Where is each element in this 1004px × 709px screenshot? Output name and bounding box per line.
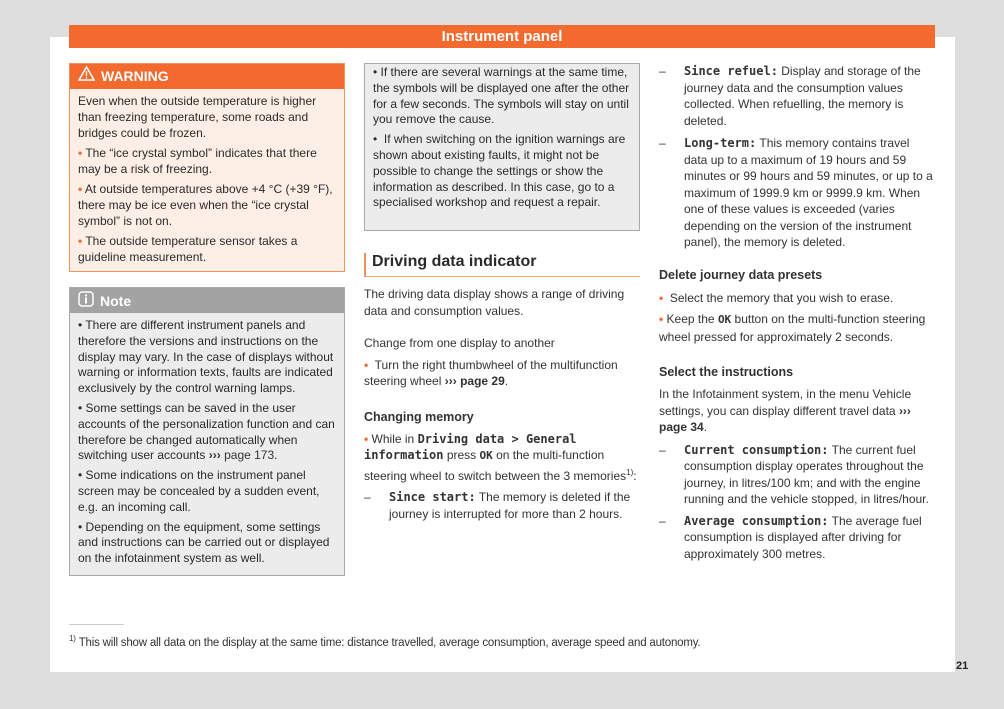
- section-title: Instrument panel: [441, 28, 563, 45]
- memory-item: – Long-term: This memory contains travel data up to a maximum of 19 hours and 59 minutes or 99 hours and 59 minutes, or up to a maximum of 1999.9 km or 9999.9 km. When one of these values is exceeded (varies depending on the version of the instrument panel), the memory is deleted.: [659, 136, 933, 249]
- left-column: [69, 63, 345, 576]
- right-column: [659, 63, 936, 567]
- warning-bullet: • At outside temperatures above +4 °C (+39 °F), there may be ice even when the “ice crystal symbol” is not on.: [78, 182, 333, 228]
- warning-title: WARNING: [101, 68, 169, 84]
- warning-triangle-icon: [78, 64, 95, 89]
- note-item: • Some settings can be saved in the user accounts of the personalization function and can therefore be changed automatically when switching user accounts ››› page 173.: [78, 400, 335, 463]
- section-heading: Driving data indicator: [364, 253, 640, 277]
- bullet-item: • Keep the OK button on the multi-function steering wheel pressed for approximately 2 seconds.: [659, 312, 926, 344]
- bullet-item: • While in Driving data > General information press OK on the multi-function steering wheel to switch between the 3 memories$^{1)}$:: [364, 431, 637, 483]
- info-icon: [78, 291, 94, 310]
- memory-item: – Since start: The memory is deleted if the journey is interrupted for more than 2 hours.: [364, 490, 631, 521]
- warning-intro: Even when the outside temperature is higher than freezing temperature, some roads and bridges could be frozen.: [78, 94, 317, 140]
- page-link[interactable]: ››› page 173: [208, 448, 275, 463]
- consumption-item: – Average consumption: The average fuel consumption is displayed after driving for approximately 300 metres.: [659, 513, 922, 561]
- note-body: [70, 313, 344, 575]
- note-item: • Depending on the equipment, some settings and instructions can be carried out or displayed on the infotainment system as well.: [78, 519, 330, 566]
- warning-bullet: • The outside temperature sensor takes a guideline measurement.: [78, 234, 298, 264]
- ok-button-symbol: OK: [479, 449, 493, 462]
- memory-item: – Since refuel: Display and storage of the journey data and the consumption values collected. When refuelling, the memory is deleted.: [659, 64, 921, 128]
- intro-text: The driving data display shows a range of driving data and consumption values.: [364, 287, 625, 318]
- middle-column: [364, 63, 640, 527]
- warning-header: [70, 64, 344, 89]
- note-item: • There are different instrument panels and therefore the versions and instructions on the display may vary. In the case of displays without warning or information texts, faults are indicated exclusively by the control warning lamps.: [78, 318, 334, 396]
- footnote: [69, 634, 700, 649]
- note-title: Note: [100, 292, 132, 309]
- footnote-text: This will show all data on the display at the same time: distance travelled, average consumption, average speed and autonomy.: [78, 636, 701, 649]
- footnote-divider: [69, 624, 124, 625]
- instructions-text: In the Infotainment system, in the menu Vehicle settings, you can display different travel data ››› page 34.: [659, 387, 912, 434]
- page-number: 21: [956, 660, 969, 672]
- subheading-delete-presets: Delete journey data presets: [659, 267, 823, 282]
- note-header: [70, 288, 344, 313]
- subheading-changing-memory: Changing memory: [364, 409, 474, 424]
- warning-box: [69, 63, 345, 272]
- ok-button-symbol: OK: [717, 313, 732, 326]
- footnote-ref: 1): [626, 467, 634, 477]
- subheading-select-instructions: Select the instructions: [659, 365, 794, 379]
- consumption-item: – Current consumption: The current fuel consumption display operates throughout the journey, in litres/100 km; and with the engine running and the vehicle stopped, in litres/hour.: [659, 442, 929, 506]
- footnote-marker: 1): [69, 634, 76, 643]
- bullet-item: • Turn the right thumbwheel of the multifunction steering wheel ››› page 29.: [364, 357, 618, 388]
- warning-body: [70, 89, 344, 271]
- subheading-change-display: Change from one display to another: [364, 336, 555, 350]
- note-item: • If when switching on the ignition warnings are shown about existing faults, it might not be possible to change the settings or show the information as described. In this case, go to a specialised workshop and request a repair.: [373, 132, 626, 210]
- section-header: [69, 25, 935, 48]
- page-link[interactable]: ››› page 29: [444, 374, 505, 388]
- note-item: • If there are several warnings at the same time, the symbols will be displayed one after the other for a few seconds. The symbols will stay on until you remove the cause.: [373, 65, 630, 127]
- menu-path: Driving data > General information: [364, 431, 577, 462]
- bullet-item: • Select the memory that you wish to erase.: [659, 290, 894, 305]
- note-item: • Some indications on the instrument panel screen may be concealed by a sudden event, e.g. an incoming call.: [78, 468, 320, 514]
- warning-bullet: • The “ice crystal symbol” indicates that there may be a risk of freezing.: [78, 146, 317, 176]
- note-continued-box: [364, 63, 640, 231]
- page-link[interactable]: ››› page 34: [659, 403, 911, 434]
- note-box: [69, 287, 345, 576]
